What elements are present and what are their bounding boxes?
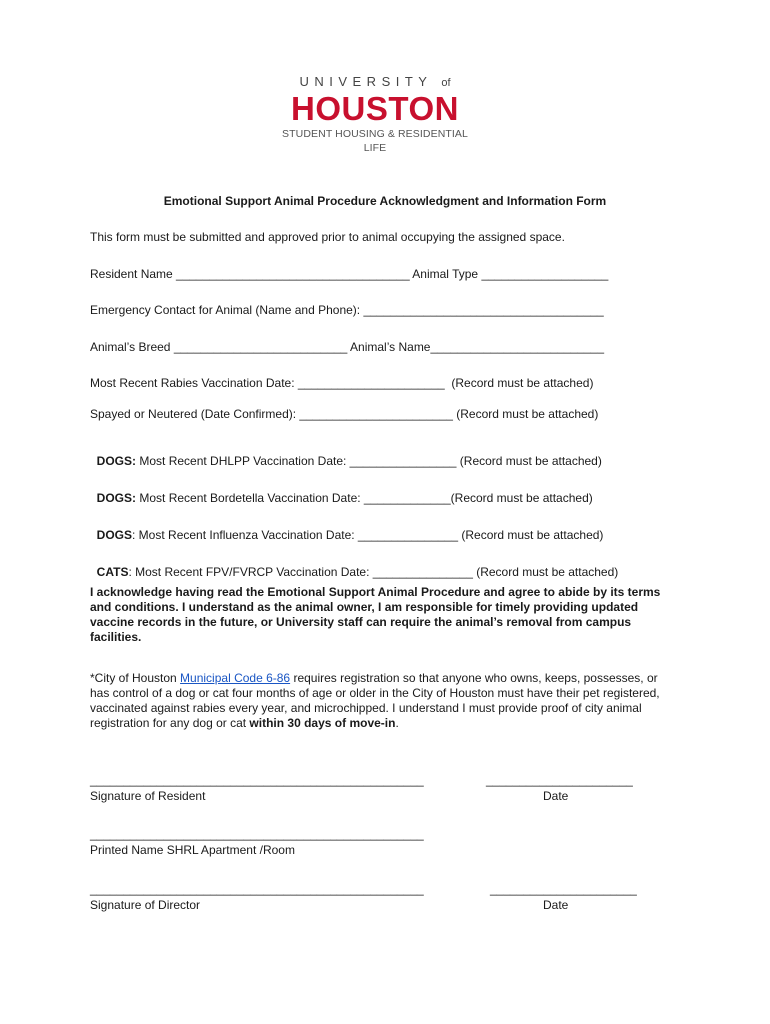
note-body: requires registration so that anyone who owns, keeps, possesses, or has control of a dog or cat four months of age or older in the City of Houston must have their pet registered, vaccinated against rabies every year, and microchipped. I understand I must provide proof of city animal registration for any dog or cat (90, 671, 660, 730)
dogs-label: DOGS: (96, 454, 137, 468)
dogs-label: DOGS (96, 528, 133, 542)
dogs-label: DOGS: (96, 491, 137, 505)
printed-name-line[interactable]: __________________________________________________ (90, 827, 424, 841)
logo-department-text: STUDENT HOUSING & RESIDENTIAL LIFE (282, 128, 468, 154)
note-suffix: . (395, 716, 399, 730)
resident-signature-line[interactable]: __________________________________________________ (90, 773, 424, 787)
resident-name-animal-type-field[interactable]: Resident Name ___________________________________ Animal Type ___________________ (90, 267, 609, 281)
acknowledgment-paragraph: I acknowledge having read the Emotional Support Animal Procedure and agree to abide by its terms and conditions. I understand as the animal owner, I am responsible for timely providing updated vaccine records in the future, or University staff can require the animal’s removal from campus facilities. (90, 585, 661, 644)
logo-university-text (270, 74, 480, 91)
rabies-vaccination-field[interactable]: Most Recent Rabies Vaccination Date: ______________________ (Record must be attached) (90, 376, 594, 390)
university-logo (270, 74, 480, 155)
director-date-line[interactable]: ______________________ (490, 882, 637, 896)
director-date-label: Date (543, 898, 569, 912)
logo-university-word: UNIVERSITY (299, 74, 433, 89)
fpv-text: : Most Recent FPV/FVRCP Vaccination Date: _______________ (Record must be attached) (128, 565, 619, 579)
form-intro: This form must be submitted and approved prior to animal occupying the assigned space. (90, 230, 565, 244)
city-code-note (90, 671, 670, 731)
bordetella-vaccination-field[interactable] (90, 474, 593, 506)
resident-date-label: Date (543, 789, 569, 803)
logo-of-word: of (441, 77, 451, 89)
spayed-neutered-field[interactable]: Spayed or Neutered (Date Confirmed): _______________________ (Record must be attached) (90, 407, 599, 421)
note-prefix: *City of Houston (90, 671, 181, 685)
director-signature-line[interactable]: __________________________________________________ (90, 882, 424, 896)
resident-signature-label: Signature of Resident (90, 789, 206, 803)
dhlpp-text: Most Recent DHLPP Vaccination Date: ________________ (Record must be attached) (136, 454, 602, 468)
fpv-vaccination-field[interactable] (90, 548, 618, 580)
note-deadline: within 30 days of move-in (249, 716, 396, 730)
bordetella-text: Most Recent Bordetella Vaccination Date: _____________(Record must be attached) (136, 491, 593, 505)
director-signature-label: Signature of Director (90, 898, 201, 912)
logo-houston-text: HOUSTON (291, 90, 459, 127)
resident-date-line[interactable]: ______________________ (486, 773, 633, 787)
emergency-contact-field[interactable]: Emergency Contact for Animal (Name and Phone): ____________________________________ (90, 303, 604, 317)
form-title: Emotional Support Animal Procedure Acknowledgment and Information Form (163, 194, 607, 208)
cats-label: CATS (96, 565, 129, 579)
influenza-vaccination-field[interactable] (90, 511, 603, 543)
printed-name-label: Printed Name SHRL Apartment /Room (90, 843, 295, 857)
influenza-text: : Most Recent Influenza Vaccination Date: _______________ (Record must be attached) (132, 528, 604, 542)
dhlpp-vaccination-field[interactable] (90, 437, 602, 469)
municipal-code-link[interactable]: Municipal Code 6-86 (180, 671, 291, 685)
animal-breed-name-field[interactable]: Animal’s Breed __________________________ Animal’s Name__________________________ (90, 340, 605, 354)
